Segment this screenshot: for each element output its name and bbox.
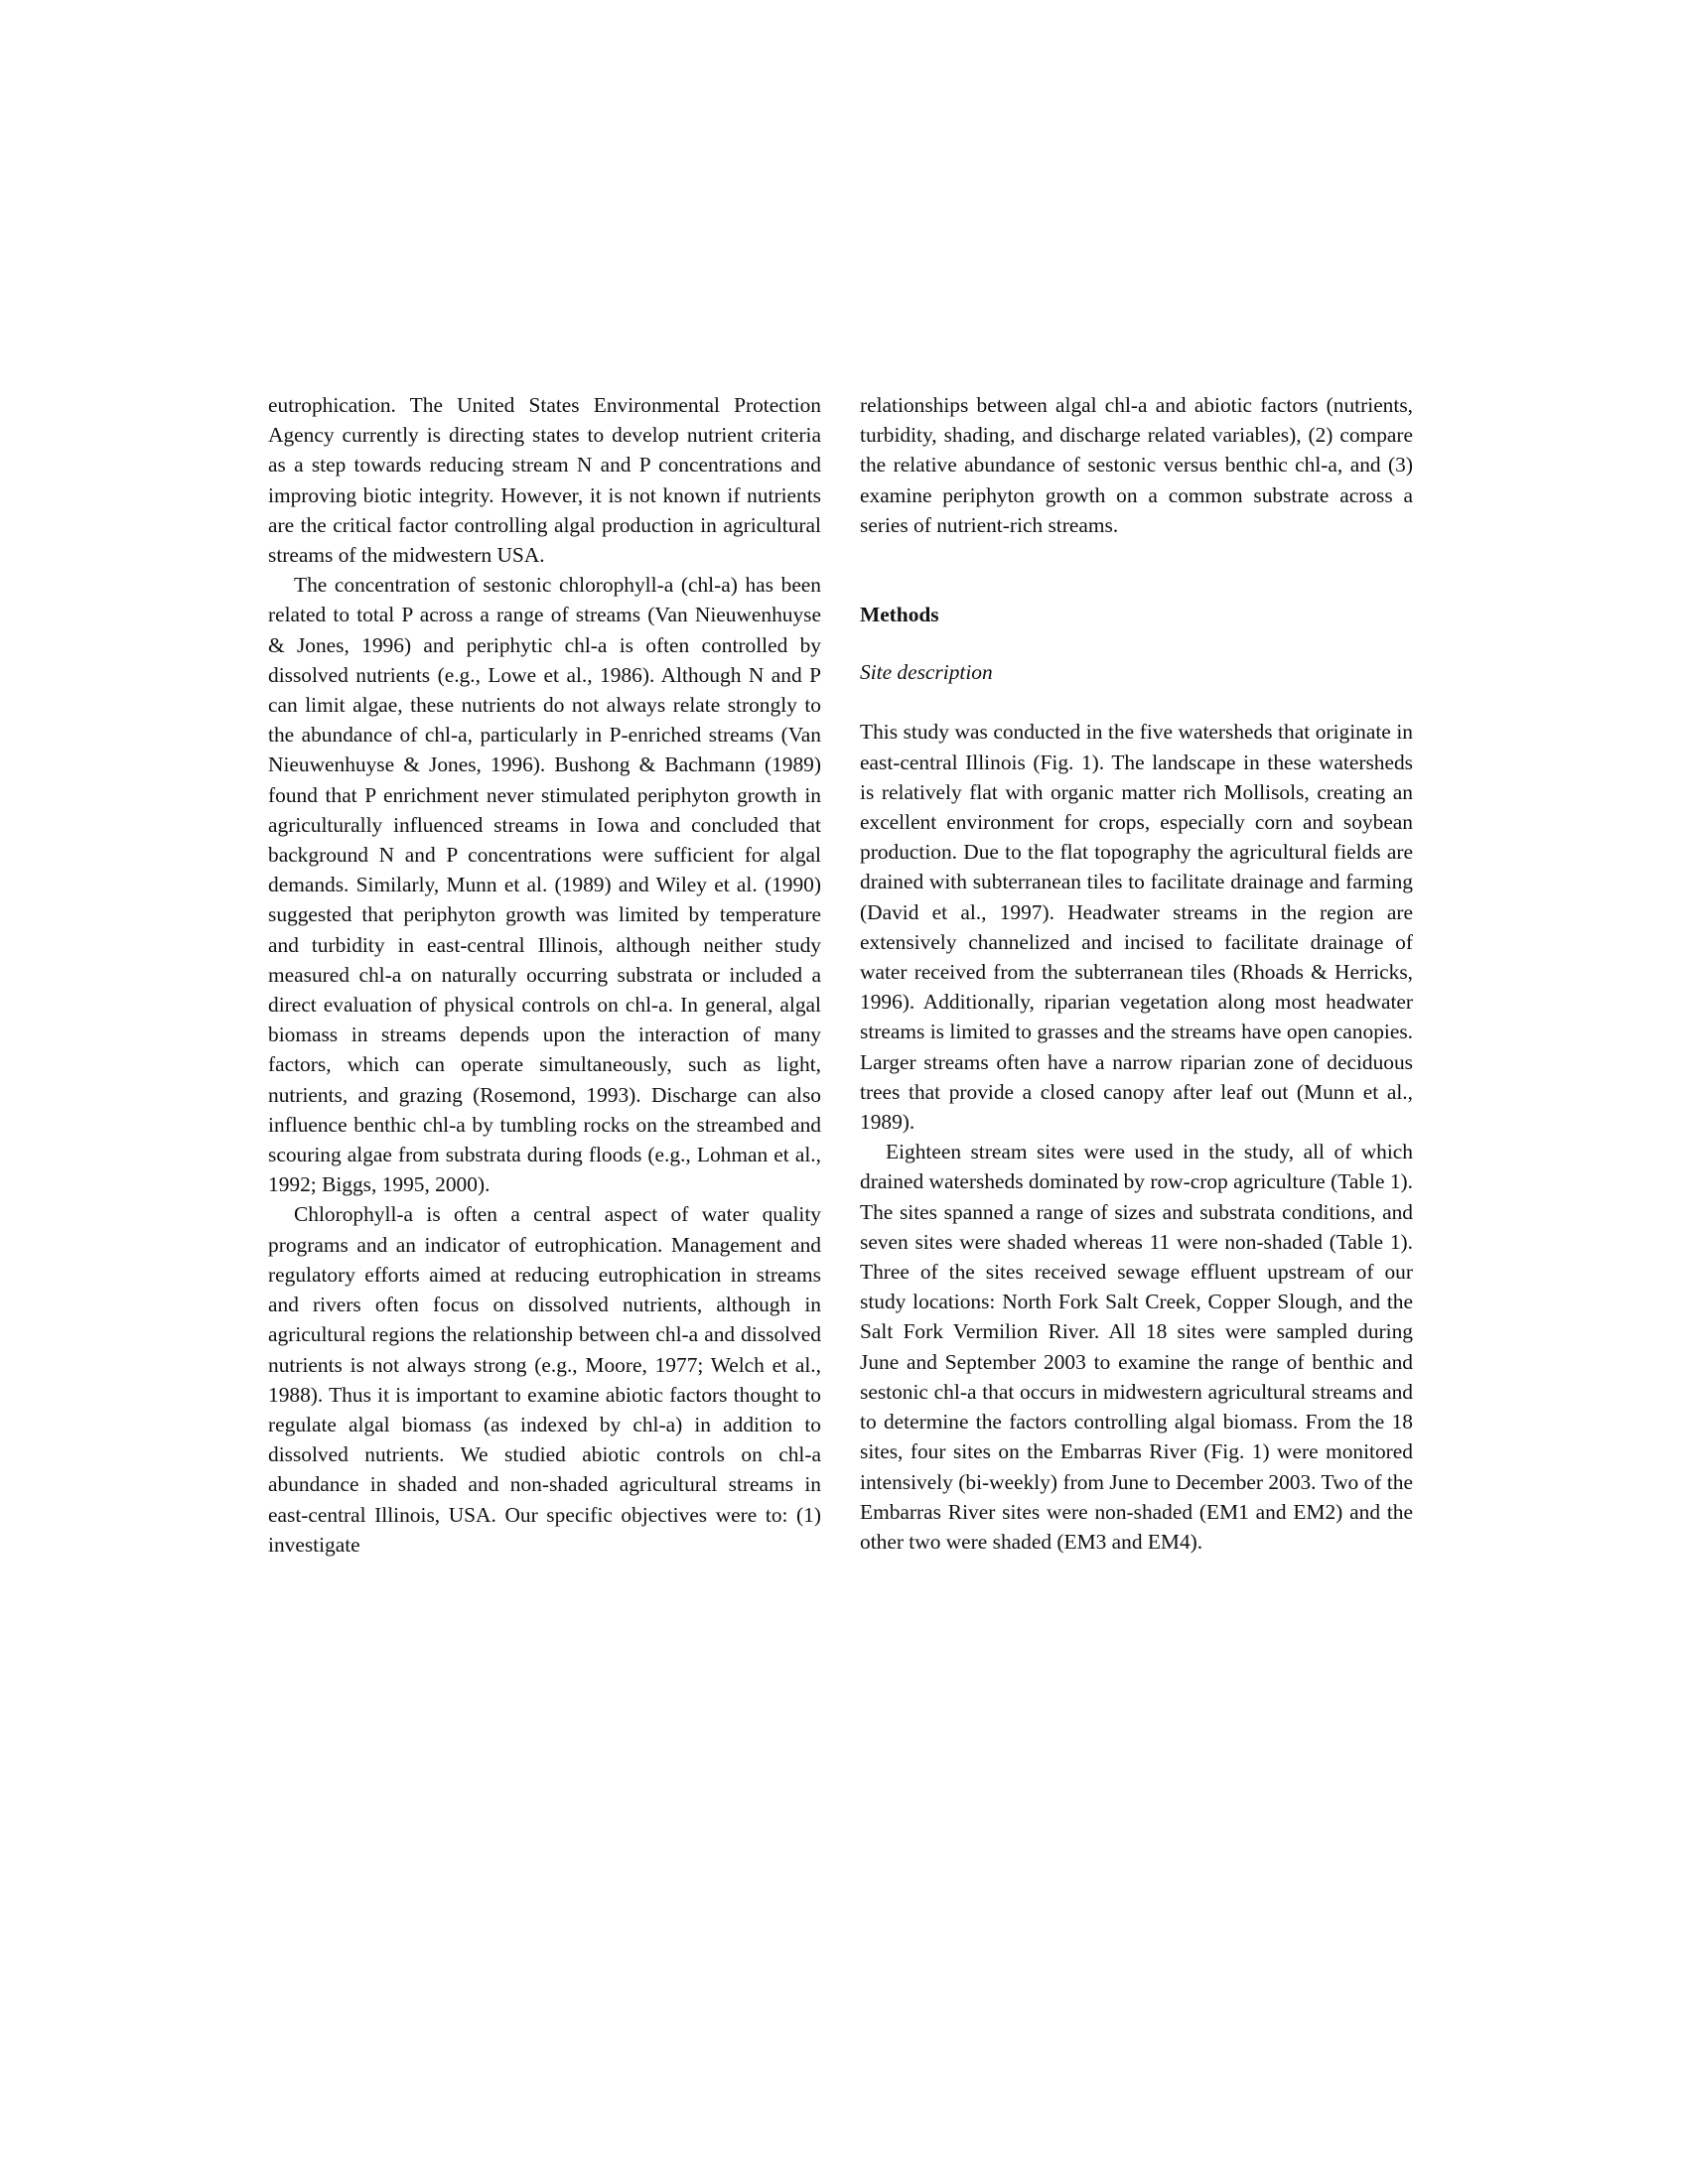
paragraph-study-area: This study was conducted in the five watersheds that originate in east-central Illinois (Fig. 1). The landscape in these watersheds is relatively flat with organic matter rich Mollisols, creating an excellent environment for crops, especially corn and soybean production. Due to the flat topography the agricultural fields are drained with subterranean tiles to facilitate drainage and farming (David et al., 1997). Headwater streams in the region are extensively channelized and incised to facilitate drainage of water received from the subterranean tiles (Rhoads & Herricks, 1996). Additionally, riparian vegetation along most headwater streams is limited to grasses and the streams have open canopies. Larger streams often have a narrow riparian zone of deciduous trees that provide a closed canopy after leaf out (Munn et al., 1989). (860, 720, 1413, 1135)
left-column (268, 390, 821, 1560)
spacer (860, 687, 1413, 717)
right-column (860, 390, 1413, 1557)
section-heading-methods: Methods (860, 603, 939, 627)
paragraph-chlorophyll-water-quality: Chlorophyll-a is often a central aspect of water quality programs and an indicator of eutrophication. Management and regulatory efforts aimed at reducing eutrophication in streams and rivers often focus on dissolved nutrients, although in agricultural regions the relationship between chl-a and dissolved nutrients is not always strong (e.g., Moore, 1977; Welch et al., 1988). Thus it is important to examine abiotic factors thought to regulate algal biomass (as indexed by chl-a) in addition to dissolved nutrients. We studied abiotic controls on chl-a abundance in shaded and non-shaded agricultural streams in east-central Illinois, USA. Our specific objectives were to: (1) investigate (268, 1202, 821, 1557)
paragraph-objectives-continued: relationships between algal chl-a and abiotic factors (nutrients, turbidity, shading, and discharge related variables), (2) compare the relative abundance of sestonic versus benthic chl-a, and (3) examine periphyton growth on a common substrate across a series of nutrient-rich streams. (860, 393, 1413, 537)
spacer (860, 540, 1413, 600)
paragraph-stream-sites: Eighteen stream sites were used in the study, all of which drained watersheds dominated by row-crop agriculture (Table 1). The sites spanned a range of sizes and substrata conditions, and seven sites were shaded whereas 11 were non-shaded (Table 1). Three of the sites received sewage effluent upstream of our study locations: North Fork Salt Creek, Copper Slough, and the Salt Fork Vermilion River. All 18 sites were sampled during June and September 2003 to examine the range of benthic and sestonic chl-a that occurs in midwestern agricultural streams and to determine the factors controlling algal biomass. From the 18 sites, four sites on the Embarras River (Fig. 1) were monitored intensively (bi-weekly) from June to December 2003. Two of the Embarras River sites were non-shaded (EM1 and EM2) and the other two were shaded (EM3 and EM4). (860, 1140, 1413, 1554)
spacer (860, 629, 1413, 657)
paragraph-eutrophication-continued: eutrophication. The United States Environmental Protection Agency currently is directing states to develop nutrient criteria as a step towards reducing stream N and P concentrations and improving biotic integrity. However, it is not known if nutrients are the critical factor controlling algal production in agricultural streams of the midwestern USA. (268, 393, 821, 568)
subsection-heading-site-description: Site description (860, 660, 993, 685)
paragraph-sestonic-chlorophyll: The concentration of sestonic chlorophyll-a (chl-a) has been related to total P across a range of streams (Van Nieuwenhuyse & Jones, 1996) and periphytic chl-a is often controlled by dissolved nutrients (e.g., Lowe et al., 1986). Although N and P can limit algae, these nutrients do not always relate strongly to the abundance of chl-a, particularly in P-enriched streams (Van Nieuwenhuyse & Jones, 1996). Bushong & Bachmann (1989) found that P enrichment never stimulated periphyton growth in agriculturally influenced streams in Iowa and concluded that background N and P concentrations were sufficient for algal demands. Similarly, Munn et al. (1989) and Wiley et al. (1990) suggested that periphyton growth was limited by temperature and turbidity in east-central Illinois, although neither study measured chl-a on naturally occurring substrata or included a direct evaluation of physical controls on chl-a. In general, algal biomass in streams depends upon the interaction of many factors, which can operate simultaneously, such as light, nutrients, and grazing (Rosemond, 1993). Discharge can also influence benthic chl-a by tumbling rocks on the streambed and scouring algae from substrata during floods (e.g., Lohman et al., 1992; Biggs, 1995, 2000). (268, 573, 821, 1197)
